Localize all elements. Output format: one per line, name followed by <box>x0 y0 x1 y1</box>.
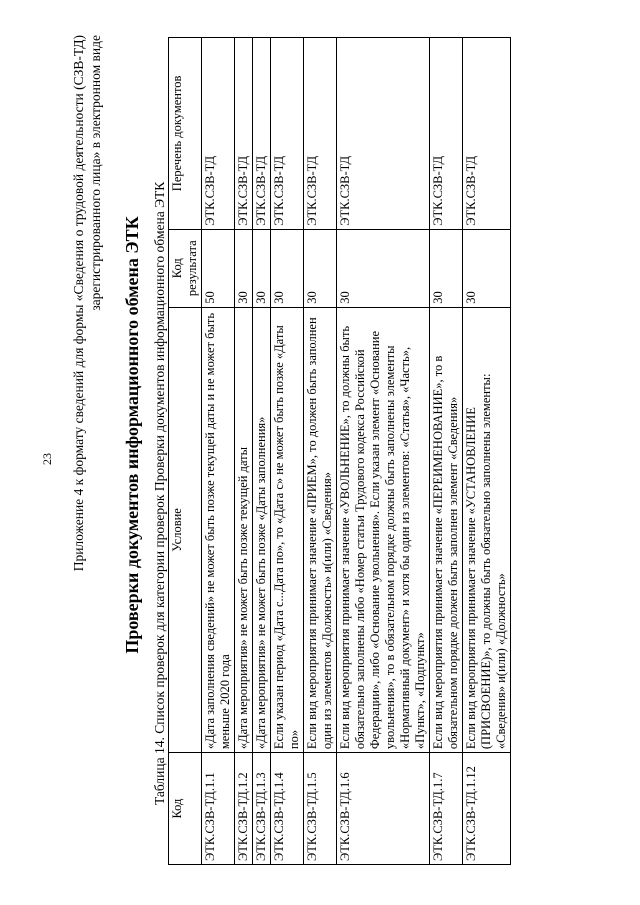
annex-line-1: Приложение 4 к формату сведений для формы «Сведения о трудовой деятельности (СЗВ-ТД) <box>71 35 86 572</box>
cell-result-code: 30 <box>463 229 511 307</box>
table-row <box>337 38 430 865</box>
cell-result-code: 30 <box>271 229 304 307</box>
cell-condition: Если указан период «Дата с...Дата по», то «Дата с» не может быть позже «Даты по» <box>271 307 304 752</box>
cell-condition: «Дата мероприятия» не может быть позже текущей даты <box>235 307 253 752</box>
table-row <box>235 38 253 865</box>
cell-condition: Если вид мероприятия принимает значение «ПЕРЕИМЕНОВАНИЕ», то в обязательном порядке должен быть заполнен элемент «Сведения» <box>430 307 463 752</box>
cell-code: ЭТК.СЗВ-ТД.1.2 <box>235 753 253 865</box>
cell-code: ЭТК.СЗВ-ТД.1.7 <box>430 753 463 865</box>
table-header-row <box>169 38 202 865</box>
page-number: 23 <box>40 453 54 465</box>
cell-documents: ЭТК.СЗВ-ТД <box>271 38 304 230</box>
cell-result-code: 30 <box>337 229 430 307</box>
cell-condition: Если вид мероприятия принимает значение «ПРИЕМ», то должен быть заполнен один из элементов «Должность» и(или) «Сведения» <box>304 307 337 752</box>
table-row <box>271 38 304 865</box>
cell-documents: ЭТК.СЗВ-ТД <box>337 38 430 230</box>
cell-documents: ЭТК.СЗВ-ТД <box>202 38 235 230</box>
cell-result-code: 30 <box>304 229 337 307</box>
table-row <box>253 38 271 865</box>
annex-header <box>70 35 104 815</box>
cell-code: ЭТК.СЗВ-ТД.1.3 <box>253 753 271 865</box>
table-row <box>304 38 337 865</box>
cell-condition: «Дата заполнения сведений» не может быть позже текущей даты и не может быть меньше 2020 года <box>202 307 235 752</box>
cell-documents: ЭТК.СЗВ-ТД <box>430 38 463 230</box>
cell-condition: «Дата мероприятия» не может быть позже «Даты заполнения» <box>253 307 271 752</box>
table-row <box>463 38 511 865</box>
section-title: Проверки документов информационного обмена ЭТК <box>122 216 142 654</box>
cell-documents: ЭТК.СЗВ-ТД <box>253 38 271 230</box>
cell-result-code: 30 <box>430 229 463 307</box>
cell-condition: Если вид мероприятия принимает значение «УСТАНОВЛЕНИЕ (ПРИСВОЕНИЕ)», то должны быть обязательно заполнены элементы: «Сведения» и(или) «Должность» <box>463 307 511 752</box>
cell-code: ЭТК.СЗВ-ТД.1.6 <box>337 753 430 865</box>
cell-code: ЭТК.СЗВ-ТД.1.4 <box>271 753 304 865</box>
cell-documents: ЭТК.СЗВ-ТД <box>304 38 337 230</box>
cell-result-code: 30 <box>253 229 271 307</box>
checks-table <box>168 37 511 865</box>
table-row <box>202 38 235 865</box>
header-result-code: Код результата <box>169 229 202 307</box>
cell-code: ЭТК.СЗВ-ТД.1.12 <box>463 753 511 865</box>
cell-condition: Если вид мероприятия принимает значение «УВОЛЬНЕНИЕ», то должны быть обязательно заполнены либо «Номер статьи Трудового кодекса Российской Федерации», либо «Основание увольнения». Если указан элемент «Основание увольнения», то в обязательном порядке должны быть заполнены элементы «Нормативный документ» и хотя бы один из элементов: «Статья», «Часть», «Пункт», «Подпункт» <box>337 307 430 752</box>
header-condition: Условие <box>169 307 202 752</box>
header-code: Код <box>169 753 202 865</box>
cell-documents: ЭТК.СЗВ-ТД <box>235 38 253 230</box>
cell-result-code: 30 <box>235 229 253 307</box>
cell-code: ЭТК.СЗВ-ТД.1.5 <box>304 753 337 865</box>
cell-code: ЭТК.СЗВ-ТД.1.1 <box>202 753 235 865</box>
table-row <box>430 38 463 865</box>
cell-documents: ЭТК.СЗВ-ТД <box>463 38 511 230</box>
annex-line-2: зарегистрированного лица» в электронном виде <box>88 35 103 311</box>
cell-result-code: 50 <box>202 229 235 307</box>
header-documents: Перечень документов <box>169 38 202 230</box>
table-caption: Таблица 14. Список проверок для категории проверок Проверки документов информационного обмена ЭТК <box>152 181 167 805</box>
